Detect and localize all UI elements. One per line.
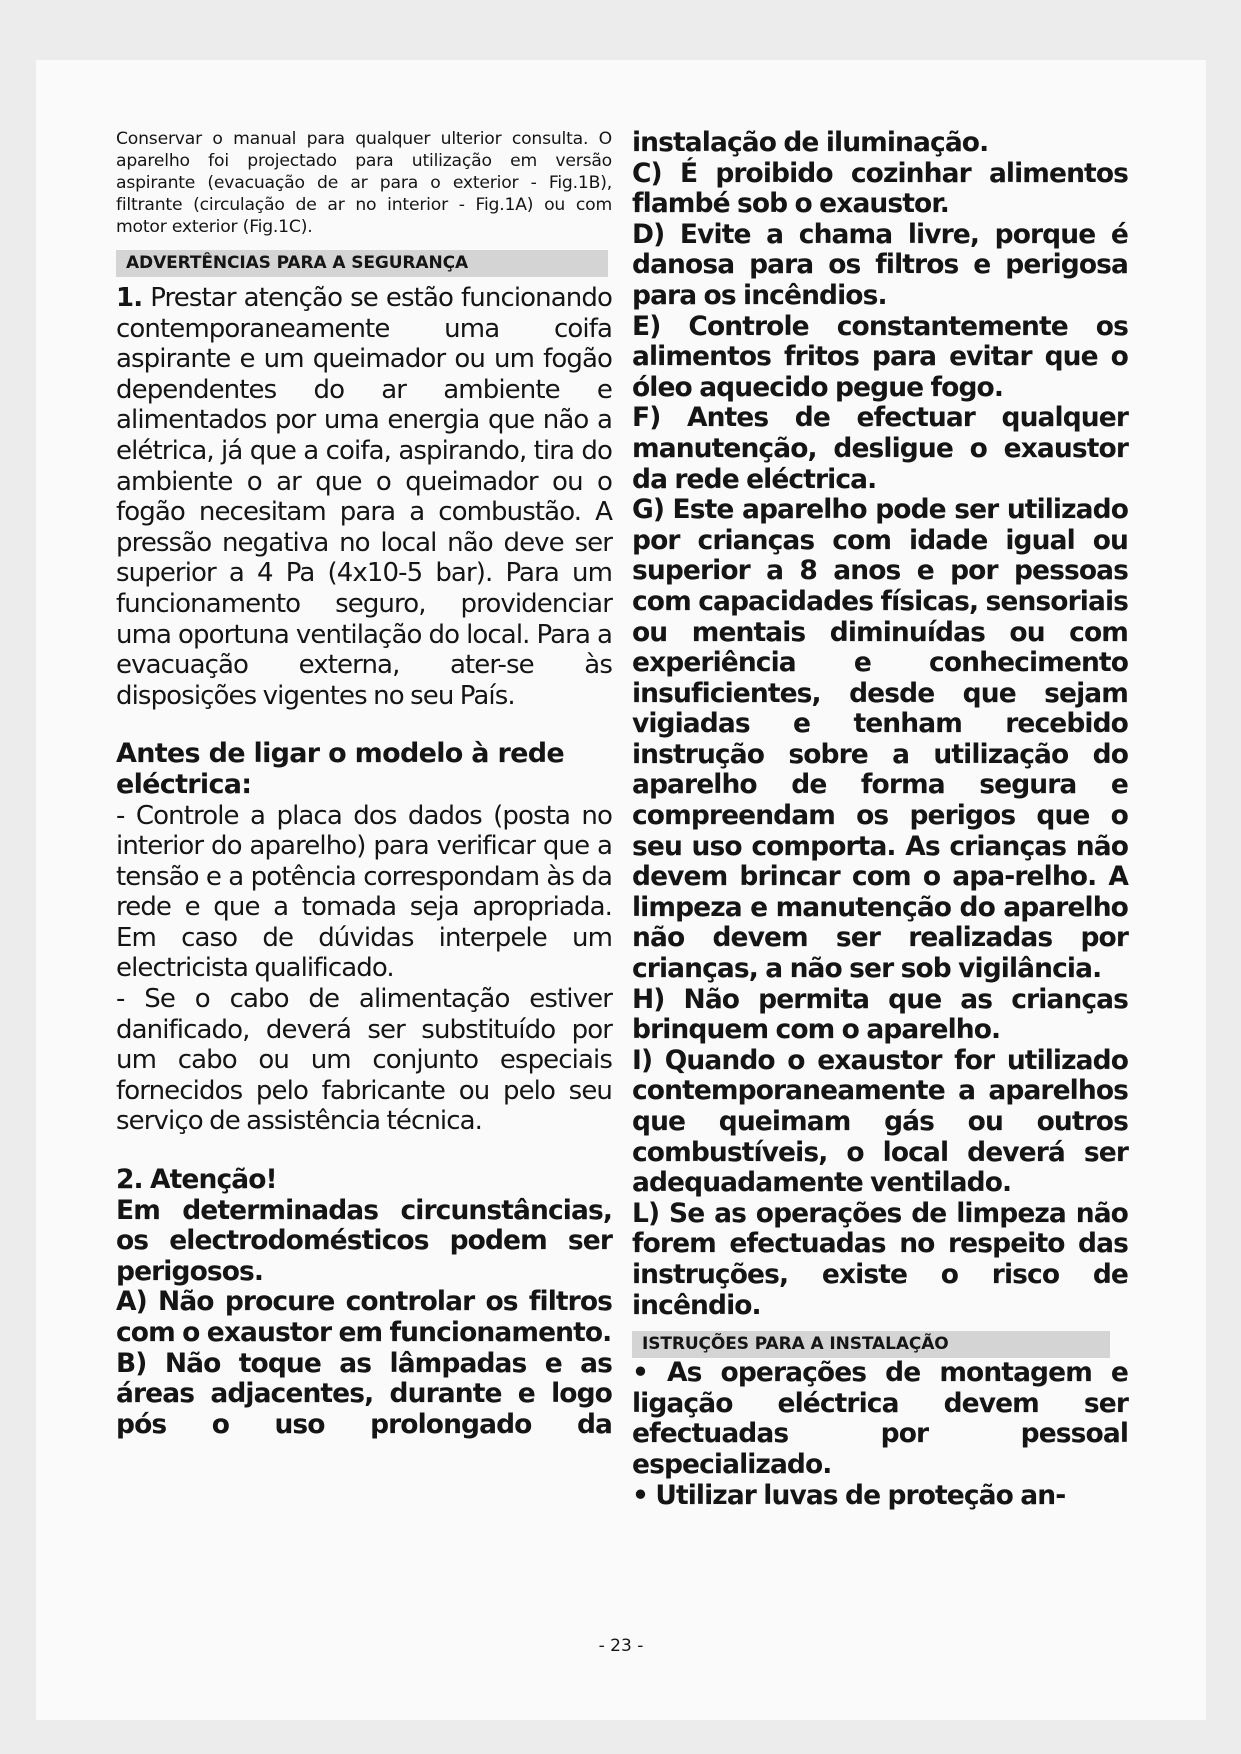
safety-section-heading: ADVERTÊNCIAS PARA A SEGURANÇA (116, 250, 608, 277)
installation-section-heading: ISTRUÇÕES PARA A INSTALAÇÃO (632, 1331, 1110, 1358)
installation-item-2: • Utilizar luvas de proteção an- (632, 1479, 1066, 1511)
warning-item-g: G) Este aparelho pode ser utilizado por crianças com idade igual ou superior a 8 anos e por pessoas com capacidades físicas, sensoriais ou mentais diminuídas ou com experiência e conhecimento insuficientes, desde que sejam vigiadas e tenham recebido instrução sobre a utilização do aparelho de forma segura e compreendam os perigos que o seu uso comporta. As crianças não devem brincar com o apa-relho. A limpeza e manutenção do aparelho não devem ser realizadas por crianças, a não ser sob vigilância. (632, 494, 1128, 985)
warning-item-l: L) Se as operações de limpeza não forem efectuadas no respeito das instruções, existe o risco de incêndio. (632, 1197, 1128, 1321)
item-1-text: Prestar atenção se estão funcionando contemporaneamente uma coifa aspirante e um queimador ou um fogão dependentes do ar ambiente e alimentados por uma energia que não a elétrica, já que a coifa, aspirando, tira do ambiente o ar que o queimador ou o fogão necesitam para a combustão. A pressão negativa no local não deve ser superior a 4 Pa (4x10-5 bar). Para um funcionamento seguro, providenciar uma oportuna ventilação do local. Para a evacuação externa, ater-se às disposições vigentes no seu País. (116, 283, 612, 711)
warning-item-b-continued: instalação de iluminação. (632, 127, 989, 158)
electrical-connection-paragraph-1: - Controle a placa dos dados (posta no interior do aparelho) para verificar que a tensão e a potência correspondam às da rede e que a tomada seja apropriada. Em caso de dúvidas interpele um electricista qualificado. (116, 800, 612, 984)
right-column (632, 128, 1128, 1511)
warning-item-i: I) Quando o exaustor for utilizado contemporaneamente a aparelhos que queimam gás ou outros combustíveis, o local deverá ser adequadamente ventilado. (632, 1044, 1128, 1199)
electrical-connection-heading: Antes de ligar o modelo à rede eléctrica: (116, 738, 564, 800)
attention-heading: 2. Atenção! (116, 1164, 277, 1196)
warning-item-d: D) Evite a chama livre, porque é danosa para os filtros e perigosa para os incêndios. (632, 218, 1128, 311)
installation-item-1: • As operações de montagem e ligação eléctrica devem ser efectuadas por pessoal especializado. (632, 1357, 1128, 1480)
warning-item-f: F) Antes de efectuar qualquer manutenção, desligue o exaustor da rede eléctrica. (632, 402, 1128, 495)
electrical-connection-paragraph-2: - Se o cabo de alimentação estiver danificado, deverá ser substituído por um cabo ou um conjunto especiais fornecidos pelo fabricante ou pelo seu serviço de assistência técnica. (116, 984, 612, 1137)
manual-page (36, 60, 1206, 1720)
page-number: - 23 - (598, 1636, 644, 1656)
intro-paragraph: Conservar o manual para qualquer ulterior consulta. O aparelho foi projectado para utilização em versão aspirante (evacuação de ar para o exterior - Fig.1B), filtrante (circulação de ar no interior - Fig.1A) ou com motor exterior (Fig.1C). (116, 129, 612, 237)
safety-item-1 (116, 283, 612, 711)
attention-intro: Em determinadas circunstâncias, os electrodomésticos podem ser perigosos. (116, 1194, 612, 1287)
left-column (116, 128, 612, 1440)
warning-item-h: H) Não permita que as crianças brinquem com o aparelho. (632, 983, 1128, 1046)
warning-item-c: C) É proibido cozinhar alimentos flambé sob o exaustor. (632, 157, 1128, 220)
warning-item-e: E) Controle constantemente os alimentos fritos para evitar que o óleo aquecido pegue fogo. (632, 310, 1128, 403)
item-number: 1. (116, 283, 143, 313)
warning-item-b: B) Não toque as lâmpadas e as áreas adjacentes, durante e logo pós o uso prolongado da (116, 1347, 612, 1440)
warning-item-a: A) Não procure controlar os filtros com o exaustor em funcionamento. (116, 1286, 612, 1348)
